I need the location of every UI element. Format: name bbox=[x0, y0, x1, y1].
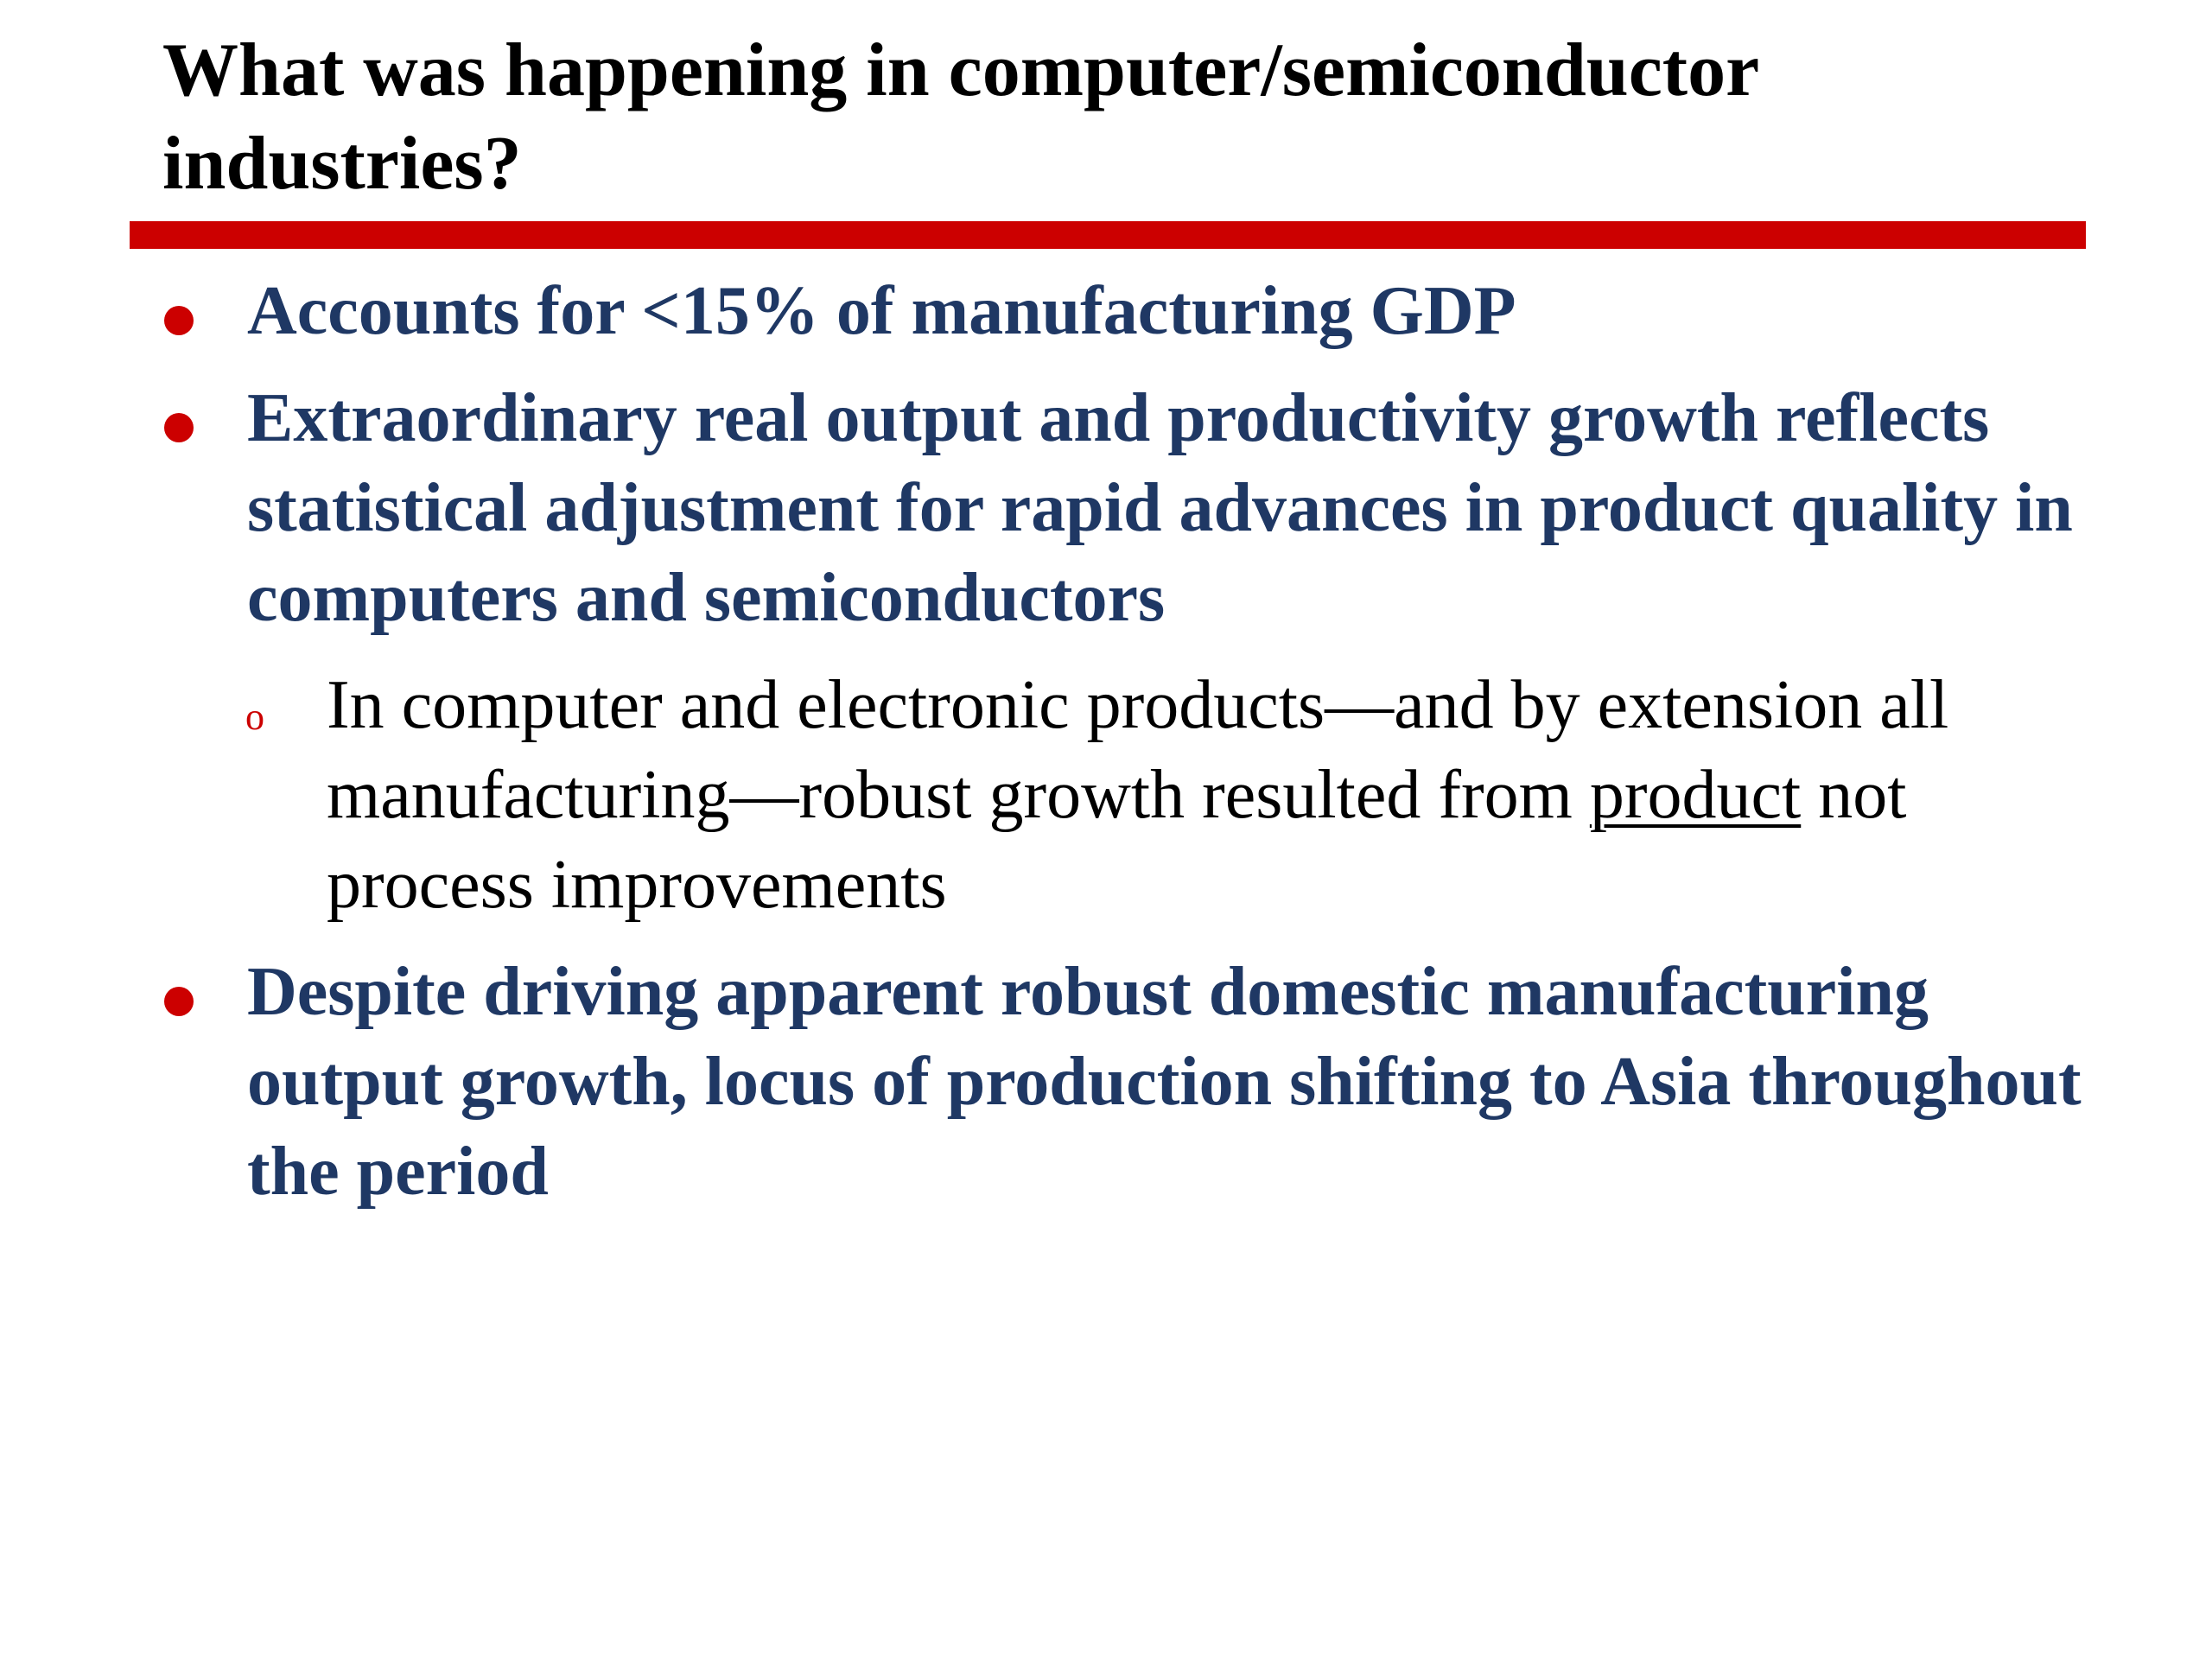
title-divider bbox=[130, 221, 2086, 249]
sub-bullet-text-after: not process improvements bbox=[327, 757, 1907, 923]
bullet-dot-icon bbox=[164, 413, 194, 442]
bullet-dot-icon bbox=[164, 306, 194, 335]
bullet-text: Extraordinary real output and productivity growth reflects statistical adjustment for rapid advances in product quality in computers and semiconductors bbox=[247, 380, 2073, 636]
sub-bullet-text-before: In computer and electronic products—and by extension all manufacturing—robust growth resulted from bbox=[327, 667, 1949, 833]
bullet-text: Despite driving apparent robust domestic manufacturing output growth, locus of production shifting to Asia throughout the period bbox=[247, 954, 2082, 1210]
circle-marker-icon: o bbox=[245, 696, 264, 738]
sub-bullet-underlined-word: product bbox=[1589, 757, 1802, 833]
bullet-dot-icon bbox=[164, 987, 194, 1016]
sub-bullet-item bbox=[0, 660, 2212, 930]
bullet-list bbox=[0, 266, 2212, 1217]
bullet-text: Accounts for <15% of manufacturing GDP bbox=[247, 273, 1516, 349]
bullet-item bbox=[0, 947, 2212, 1217]
slide-title: What was happening in computer/semiconductor industries? bbox=[162, 29, 1758, 206]
bullet-item bbox=[0, 266, 2212, 356]
bullet-item bbox=[0, 373, 2212, 643]
